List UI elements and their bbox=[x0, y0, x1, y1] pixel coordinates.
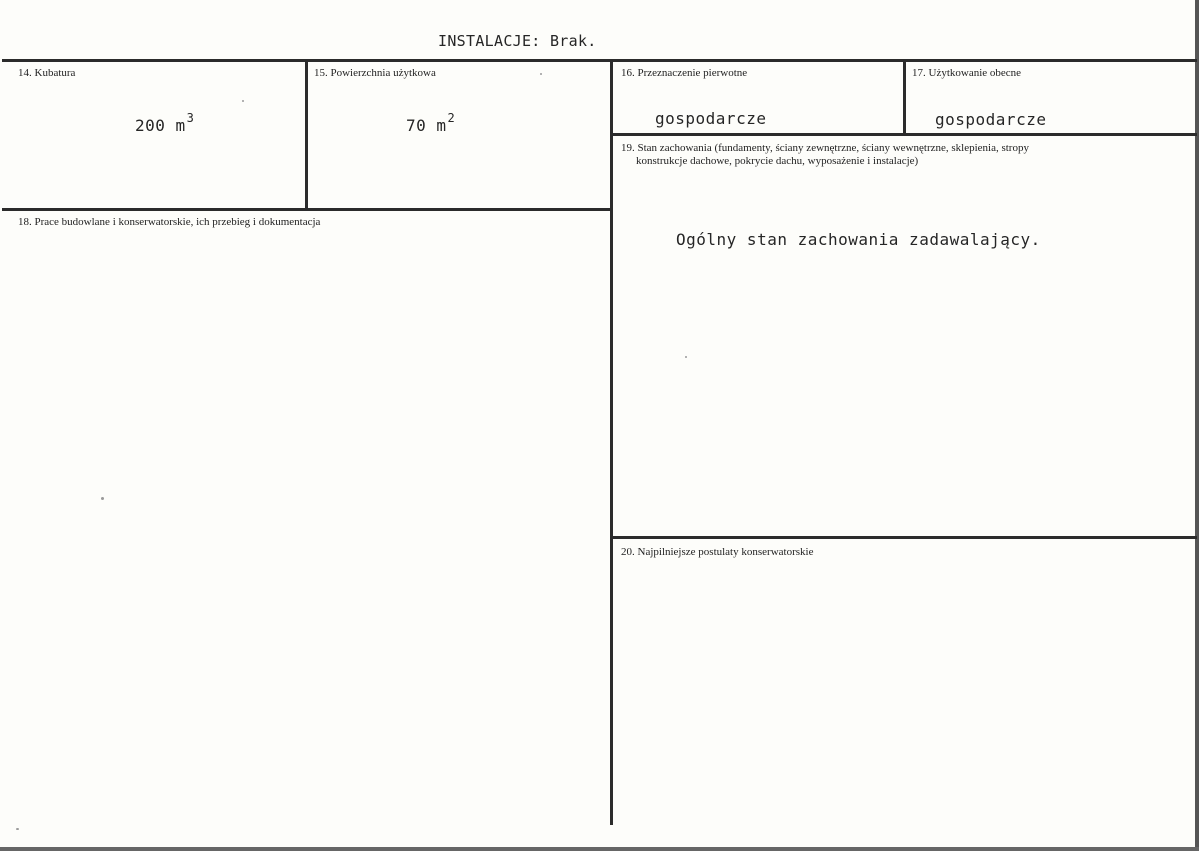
field-16-value: gospodarcze bbox=[655, 109, 767, 128]
scan-speck bbox=[242, 100, 244, 102]
divider-16-17 bbox=[903, 61, 906, 135]
field-18-label: 18. Prace budowlane i konserwatorskie, ich przebieg i dokumentacja bbox=[18, 216, 321, 228]
field-15-value bbox=[406, 111, 456, 135]
rule-above-20 bbox=[612, 536, 1197, 539]
field-19-value: Ogólny stan zachowania zadawalający. bbox=[676, 230, 1041, 249]
field-15-number: 70 m bbox=[406, 116, 447, 135]
field-14-exponent: 3 bbox=[186, 111, 195, 125]
card-right-edge bbox=[1195, 0, 1199, 851]
installations-line: INSTALACJE: Brak. bbox=[438, 32, 597, 50]
field-20-label: 20. Najpilniejsze postulaty konserwatorskie bbox=[621, 546, 814, 558]
rule-under-16-17 bbox=[612, 133, 1197, 136]
field-14-label: 14. Kubatura bbox=[18, 67, 76, 79]
field-19-label-line2: konstrukcje dachowe, pokrycie dachu, wyposażenie i instalacje) bbox=[636, 155, 919, 167]
scan-speck bbox=[16, 828, 19, 830]
field-15-label: 15. Powierzchnia użytkowa bbox=[314, 67, 436, 79]
field-19-label-line1: 19. Stan zachowania (fundamenty, ściany zewnętrzne, ściany wewnętrzne, sklepienia, stropy bbox=[621, 142, 1029, 154]
rule-under-14-15 bbox=[2, 208, 612, 211]
field-14-value bbox=[135, 111, 195, 135]
field-16-label: 16. Przeznaczenie pierwotne bbox=[621, 67, 748, 79]
scan-speck bbox=[685, 356, 687, 358]
scan-speck bbox=[101, 497, 104, 500]
center-divider bbox=[610, 61, 613, 825]
divider-14-15 bbox=[305, 61, 308, 209]
field-14-number: 200 m bbox=[135, 116, 186, 135]
field-17-value: gospodarcze bbox=[935, 110, 1047, 129]
field-17-label: 17. Użytkowanie obecne bbox=[912, 67, 1022, 79]
top-rule bbox=[2, 59, 1197, 62]
field-15-exponent: 2 bbox=[447, 111, 456, 125]
scan-speck bbox=[540, 73, 542, 75]
card-bottom-edge bbox=[0, 847, 1199, 851]
